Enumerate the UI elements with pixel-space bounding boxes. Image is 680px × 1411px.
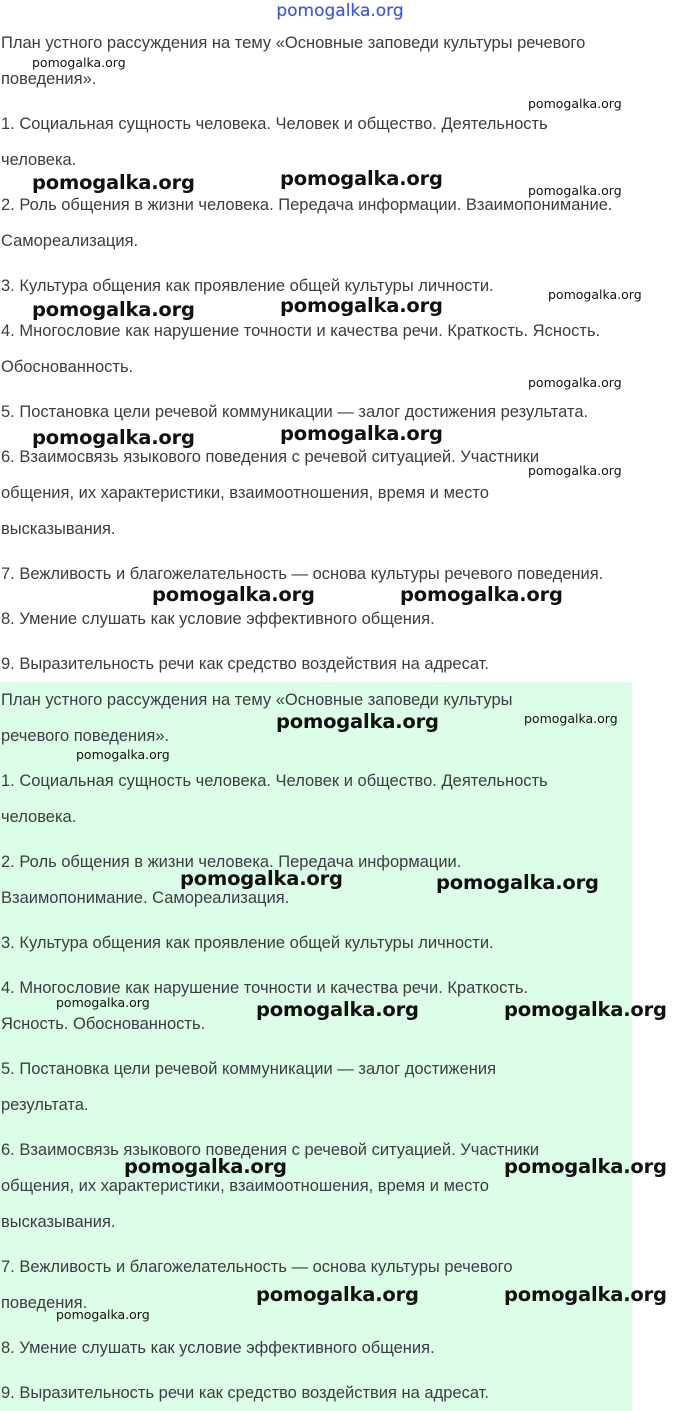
plan-line: общения, их характеристики, взаимоотношения, время и место [1, 484, 489, 502]
watermark: pomogalka.org [280, 422, 443, 445]
plan-line: 1. Социальная сущность человека. Человек и общество. Деятельность [1, 772, 548, 790]
site-logo[interactable]: pomogalka.org [276, 1, 404, 21]
watermark: pomogalka.org [504, 1155, 667, 1178]
plan-line: человека. [1, 808, 77, 826]
plan-line: человека. [1, 151, 77, 169]
watermark: pomogalka.org [32, 55, 126, 70]
watermark: pomogalka.org [256, 1283, 419, 1306]
plan-line: 2. Роль общения в жизни человека. Передача информации. [1, 853, 462, 871]
plan-line: План устного рассуждения на тему «Основные заповеди культуры речевого [1, 34, 586, 52]
watermark: pomogalka.org [528, 375, 622, 390]
plan-line: 5. Постановка цели речевой коммуникации — залог достижения результата. [1, 403, 589, 421]
watermark: pomogalka.org [400, 583, 563, 606]
plan-line: речевого поведения». [1, 727, 170, 745]
watermark: pomogalka.org [56, 1307, 150, 1322]
watermark: pomogalka.org [76, 747, 170, 762]
plan-line: 9. Выразительность речи как средство воздействия на адресат. [1, 1384, 489, 1402]
plan-line: 3. Культура общения как проявление общей культуры личности. [1, 934, 494, 952]
plan-line: 3. Культура общения как проявление общей культуры личности. [1, 277, 494, 295]
plan-line: 9. Выразительность речи как средство воздействия на адресат. [1, 655, 489, 673]
plan-line: 4. Многословие как нарушение точности и качества речи. Краткость. Ясность. [1, 322, 601, 340]
plan-line: поведения. [1, 1294, 88, 1312]
watermark: pomogalka.org [280, 294, 443, 317]
watermark: pomogalka.org [528, 96, 622, 111]
watermark: pomogalka.org [504, 998, 667, 1021]
plan-line: высказывания. [1, 520, 116, 538]
watermark: pomogalka.org [256, 998, 419, 1021]
watermark: pomogalka.org [528, 183, 622, 198]
watermark: pomogalka.org [436, 871, 599, 894]
plan-line: поведения». [1, 70, 97, 88]
plan-line: 7. Вежливость и благожелательность — основа культуры речевого поведения. [1, 565, 604, 583]
plan-line: 8. Умение слушать как условие эффективного общения. [1, 610, 435, 628]
plan-line: 6. Взаимосвязь языкового поведения с речевой ситуацией. Участники [1, 448, 540, 466]
plan-line: 6. Взаимосвязь языкового поведения с речевой ситуацией. Участники [1, 1141, 540, 1159]
watermark: pomogalka.org [152, 583, 315, 606]
watermark: pomogalka.org [504, 1283, 667, 1306]
watermark: pomogalka.org [180, 867, 343, 890]
watermark: pomogalka.org [32, 298, 195, 321]
watermark: pomogalka.org [32, 171, 195, 194]
plan-line: 2. Роль общения в жизни человека. Передача информации. Взаимопонимание. [1, 196, 613, 214]
watermark: pomogalka.org [280, 167, 443, 190]
watermark: pomogalka.org [56, 995, 150, 1010]
plan-line: 4. Многословие как нарушение точности и качества речи. Краткость. [1, 979, 529, 997]
plan-line: Взаимопонимание. Самореализация. [1, 889, 290, 907]
watermark: pomogalka.org [528, 463, 622, 478]
plan-line: Ясность. Обоснованность. [1, 1015, 206, 1033]
plan-line: 5. Постановка цели речевой коммуникации — залог достижения [1, 1060, 497, 1078]
plan-line: результата. [1, 1096, 89, 1114]
watermark: pomogalka.org [124, 1155, 287, 1178]
watermark: pomogalka.org [276, 710, 439, 733]
plan-line: 7. Вежливость и благожелательность — основа культуры речевого [1, 1258, 513, 1276]
plan-line: Обоснованность. [1, 358, 134, 376]
watermark: pomogalka.org [32, 426, 195, 449]
watermark: pomogalka.org [548, 287, 642, 302]
plan-line: План устного рассуждения на тему «Основные заповеди культуры [1, 691, 513, 709]
watermark: pomogalka.org [524, 711, 618, 726]
plan-line: 8. Умение слушать как условие эффективного общения. [1, 1339, 435, 1357]
plan-line: 1. Социальная сущность человека. Человек и общество. Деятельность [1, 115, 548, 133]
plan-line: общения, их характеристики, взаимоотношения, время и место [1, 1177, 489, 1195]
plan-line: Самореализация. [1, 232, 139, 250]
plan-line: высказывания. [1, 1213, 116, 1231]
